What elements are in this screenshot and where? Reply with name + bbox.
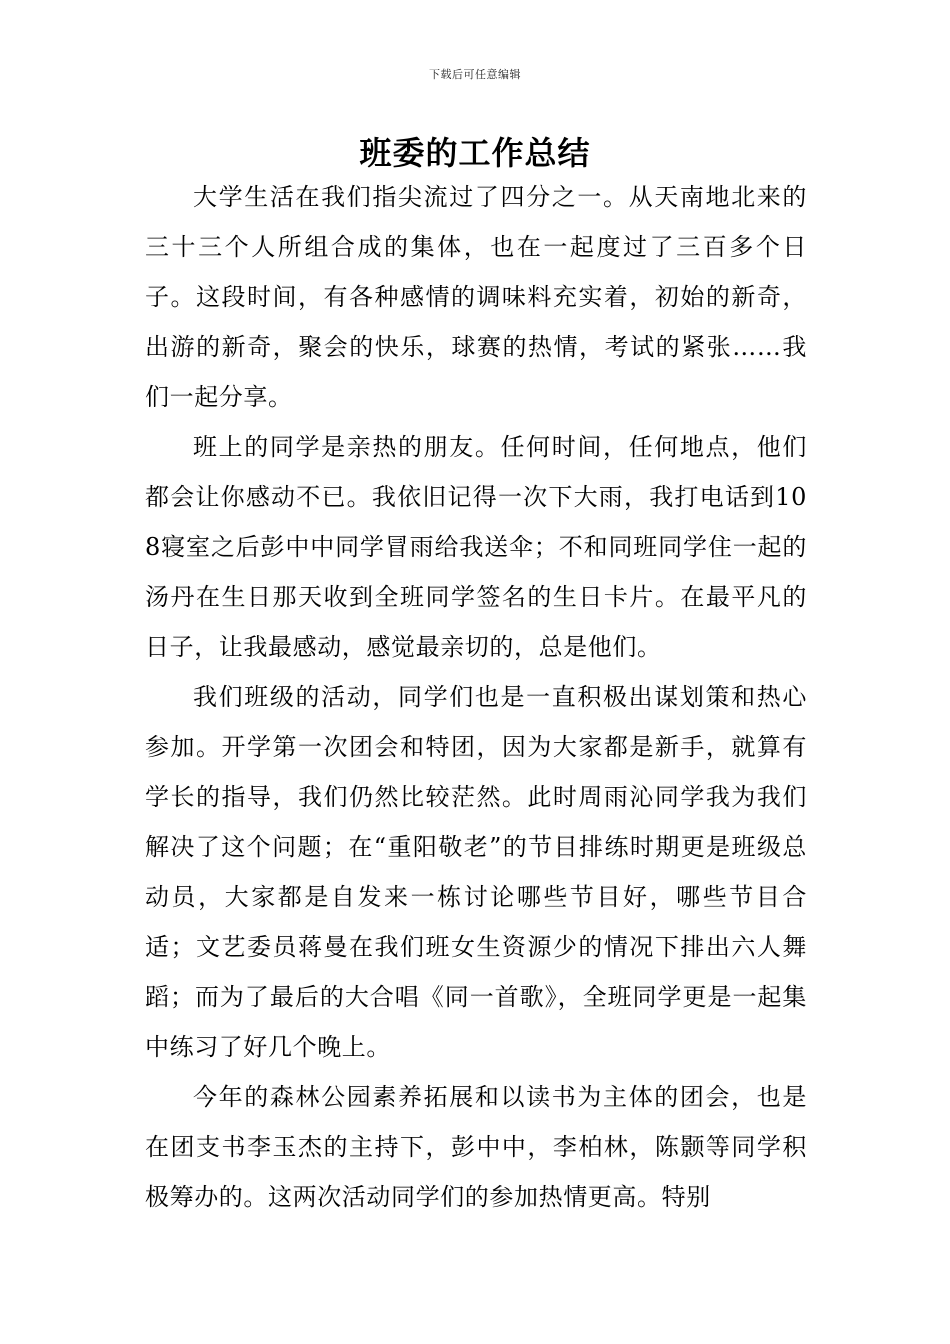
paragraph-3: 我们班级的活动，同学们也是一直积极出谋划策和热心参加。开学第一次团会和特团，因为大家都是新手，就算有学长的指导，我们仍然比较茫然。此时周雨沁同学我为我们解决了这个问题；在“重阳敬老”的节目排练时期更是班级总动员，大家都是自发来一栋讨论哪些节目好，哪些节目合适；文艺委员蒋曼在我们班女生资源少的情况下排出六人舞蹈；而为了最后的大合唱《同一首歌》，全班同学更是一起集中练习了好几个晚上。 bbox=[145, 683, 807, 1061]
header-note: 下载后可任意编辑 bbox=[429, 68, 521, 81]
paragraph-1: 大学生活在我们指尖流过了四分之一。从天南地北来的三十三个人所组合成的集体，也在一起度过了三百多个日子。这段时间，有各种感情的调味料充实着，初始的新奇，出游的新奇，聚会的快乐，球赛的热情，考试的紧张……我们一起分享。 bbox=[145, 183, 807, 411]
paragraph-2: 班上的同学是亲热的朋友。任何时间，任何地点，他们都会让你感动不已。我依旧记得一次下大雨，我打电话到108寝室之后彭中中同学冒雨给我送伞；不和同班同学住一起的汤丹在生日那天收到全班同学签名的生日卡片。在最平凡的日子，让我最感动，感觉最亲切的，总是他们。 bbox=[145, 433, 807, 661]
document-body bbox=[145, 172, 807, 1222]
paragraph-4: 今年的森林公园素养拓展和以读书为主体的团会，也是在团支书李玉杰的主持下，彭中中，李柏林，陈颢等同学积极筹办的。这两次活动同学们的参加热情更高。特别 bbox=[145, 1083, 807, 1211]
document-title: 班委的工作总结 bbox=[359, 134, 591, 172]
